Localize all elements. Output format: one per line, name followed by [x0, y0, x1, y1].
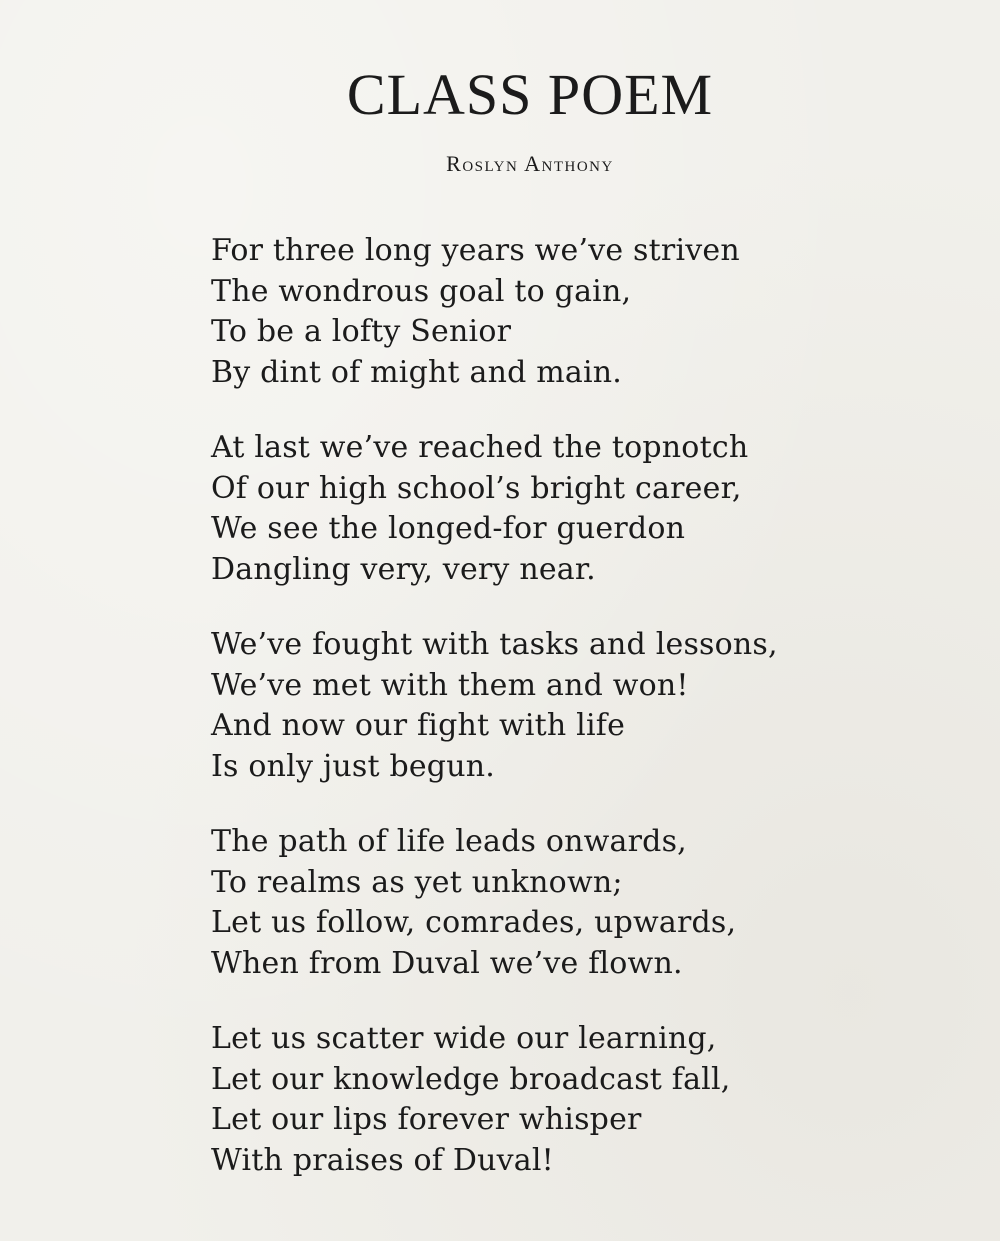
stanza-1 — [211, 231, 971, 393]
poem-author: Roslyn Anthony — [446, 151, 614, 176]
poem-line: To be a lofty Senior — [211, 314, 512, 349]
stanza-4 — [211, 822, 971, 984]
poem-line: When from Duval we’ve flown. — [211, 945, 683, 981]
poem-line: Let us follow, comrades, upwards, — [211, 905, 737, 940]
poem-line: And now our fight with life — [211, 708, 626, 743]
poem-line: The path of life leads onwards, — [211, 824, 687, 859]
poem-line: Of our high school’s bright career, — [211, 470, 742, 506]
poem-line: For three long years we’ve striven — [211, 233, 740, 268]
poem-line: Dangling very, very near. — [211, 551, 596, 587]
poem-line: Is only just begun. — [211, 748, 495, 784]
poem-line: At last we’ve reached the topnotch — [211, 430, 749, 465]
poem-line: With praises of Duval! — [211, 1142, 554, 1178]
poem-line: The wondrous goal to gain, — [211, 273, 632, 309]
poem-line: By dint of might and main. — [211, 354, 623, 390]
poem-line: To realms as yet unknown; — [211, 864, 623, 900]
poem-line: Let our knowledge broadcast fall, — [211, 1061, 731, 1097]
poem-title: CLASS POEM — [346, 62, 714, 127]
poem-line: We’ve fought with tasks and lessons, — [211, 627, 778, 662]
stanza-2 — [211, 428, 971, 590]
stanza-3 — [211, 625, 971, 787]
stanza-5 — [211, 1019, 971, 1181]
poem-line: We see the longed-for guerdon — [211, 511, 686, 546]
poem-line: Let us scatter wide our learning, — [211, 1021, 717, 1056]
poem-line: We’ve met with them and won! — [211, 667, 689, 703]
poem-line: Let our lips forever whisper — [211, 1102, 642, 1137]
poem-body — [211, 231, 971, 1216]
